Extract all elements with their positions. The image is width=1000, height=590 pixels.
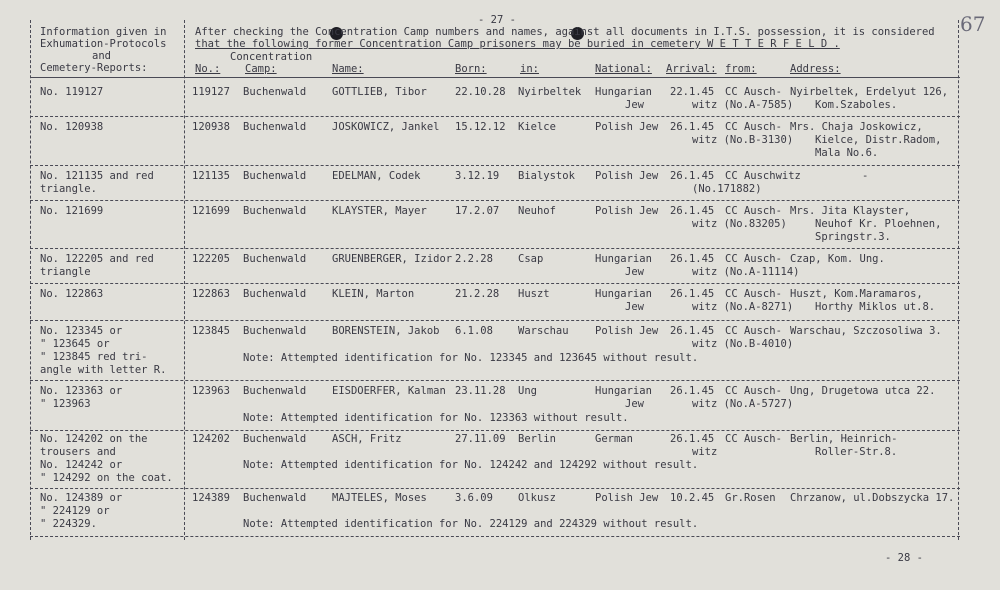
arrival-date: 26.1.45: [670, 170, 715, 182]
from-camp: CC Ausch-: [725, 205, 782, 217]
prisoner-number: 122863: [192, 288, 230, 300]
info-line: angle with letter R.: [40, 364, 167, 376]
info-line: " 224129 or: [40, 505, 110, 517]
birth-date: 15.12.12: [455, 121, 506, 133]
arrival-date: 22.1.45: [670, 86, 715, 98]
row-separator: [30, 430, 960, 431]
birth-place: Ung: [518, 385, 537, 397]
arrival-date: 26.1.45: [670, 121, 715, 133]
row-separator: [30, 248, 960, 249]
prisoner-name: JOSKOWICZ, Jankel: [332, 121, 440, 133]
column-divider: [184, 20, 185, 540]
address-line: Springstr.3.: [815, 231, 891, 243]
arrival-date: 26.1.45: [670, 325, 715, 337]
attempt-note: Note: Attempted identification for No. 123363 without result.: [243, 412, 629, 424]
nationality: Jew: [625, 398, 644, 410]
column-divider: [30, 20, 31, 540]
camp-name: Buchenwald: [243, 433, 307, 445]
nationality: Hungarian: [595, 253, 652, 265]
col-header-camp: Camp:: [245, 63, 277, 75]
row-separator: [30, 116, 960, 117]
arrival-date: 26.1.45: [670, 253, 715, 265]
prisoner-number: 124202: [192, 433, 230, 445]
col-header-no: No.:: [195, 63, 221, 75]
info-line: trousers and: [40, 446, 116, 458]
nationality: Hungarian: [595, 86, 652, 98]
nationality: Jew: [625, 301, 644, 313]
arrival-date: 26.1.45: [670, 205, 715, 217]
nationality: Polish Jew: [595, 121, 659, 133]
from-camp: witz (No.83205): [692, 218, 787, 230]
from-camp: CC Ausch-: [725, 325, 782, 337]
from-camp: CC Ausch-: [725, 86, 782, 98]
prisoner-name: ASCH, Fritz: [332, 433, 402, 445]
prisoner-number: 119127: [192, 86, 230, 98]
address-line: Mrs. Jita Klayster,: [790, 205, 911, 217]
birth-place: Berlin: [518, 433, 556, 445]
info-line: " 224329.: [40, 518, 97, 530]
prisoner-name: MAJTELES, Moses: [332, 492, 427, 504]
header-left-line: Exhumation-Protocols: [40, 38, 167, 50]
nationality: German: [595, 433, 633, 445]
col-header-address: Address:: [790, 63, 841, 75]
prisoner-number: 124389: [192, 492, 230, 504]
row-separator: [30, 380, 960, 381]
address-line: Kom.Szaboles.: [815, 99, 898, 111]
camp-name: Buchenwald: [243, 288, 307, 300]
address-line: -: [862, 170, 869, 182]
birth-date: 6.1.08: [455, 325, 493, 337]
address-line: Czap, Kom. Ung.: [790, 253, 885, 265]
address-line: Neuhof Kr. Ploehnen,: [815, 218, 942, 230]
col-header-name: Name:: [332, 63, 364, 75]
birth-date: 21.2.28: [455, 288, 500, 300]
prisoner-name: GRUENBERGER, Izidor: [332, 253, 453, 265]
address-line: Nyirbeltek, Erdelyut 126,: [790, 86, 949, 98]
attempt-note: Note: Attempted identification for No. 224129 and 224329 without result.: [243, 518, 699, 530]
birth-place: Kielce: [518, 121, 556, 133]
nationality: Polish Jew: [595, 325, 659, 337]
header-intro: After checking the Concentration Camp numbers and names, against all documents in I.T.S. possession, it is considered: [195, 26, 935, 38]
col-header-from: from:: [725, 63, 757, 75]
address-line: Ung, Drugetowa utca 22.: [790, 385, 936, 397]
birth-place: Csap: [518, 253, 544, 265]
birth-place: Olkusz: [518, 492, 556, 504]
info-line: No. 124242 or: [40, 459, 123, 471]
info-line: " 124292 on the coat.: [40, 472, 173, 484]
prisoner-name: EISDOERFER, Kalman: [332, 385, 446, 397]
from-camp: witz (No.A-8271): [692, 301, 794, 313]
birth-place: Nyirbeltek: [518, 86, 582, 98]
header-left-line: Information given in: [40, 26, 167, 38]
row-separator: [30, 320, 960, 321]
birth-date: 3.12.19: [455, 170, 500, 182]
from-camp: CC Ausch-: [725, 288, 782, 300]
arrival-date: 26.1.45: [670, 433, 715, 445]
camp-name: Buchenwald: [243, 170, 307, 182]
from-camp: witz (No.B-4010): [692, 338, 794, 350]
info-line: No. 120938: [40, 121, 104, 133]
prisoner-number: 121135: [192, 170, 230, 182]
row-separator: [30, 165, 960, 166]
header-intro: that the following former Concentration Camp prisoners may be buried in cemetery W E T T E R F E L D .: [195, 38, 840, 50]
info-line: No. 121699: [40, 205, 104, 217]
row-separator: [30, 200, 960, 201]
address-line: Mala No.6.: [815, 147, 879, 159]
nationality: Jew: [625, 99, 644, 111]
birth-place: Huszt: [518, 288, 550, 300]
info-line: triangle.: [40, 183, 97, 195]
birth-date: 17.2.07: [455, 205, 500, 217]
from-camp: (No.171882): [692, 183, 762, 195]
info-line: " 123645 or: [40, 338, 110, 350]
info-line: No. 119127: [40, 86, 104, 98]
prisoner-name: BORENSTEIN, Jakob: [332, 325, 440, 337]
row-separator: [30, 536, 960, 537]
col-header-born: Born:: [455, 63, 487, 75]
col-header-arrival: Arrival:: [666, 63, 717, 75]
row-separator: [30, 488, 960, 489]
address-line: Berlin, Heinrich-: [790, 433, 898, 445]
address-line: Huszt, Kom.Maramaros,: [790, 288, 923, 300]
col-header-in: in:: [520, 63, 539, 75]
prisoner-number: 120938: [192, 121, 230, 133]
address-line: Mrs. Chaja Joskowicz,: [790, 121, 923, 133]
birth-date: 22.10.28: [455, 86, 506, 98]
address-line: Horthy Miklos ut.8.: [815, 301, 936, 313]
address-line: Warschau, Szczosoliwa 3.: [790, 325, 942, 337]
camp-name: Buchenwald: [243, 253, 307, 265]
page-number-bottom: - 28 -: [885, 552, 923, 564]
from-camp: witz (No.A-11114): [692, 266, 800, 278]
info-line: No. 124202 on the: [40, 433, 148, 445]
camp-name: Buchenwald: [243, 121, 307, 133]
birth-date: 23.11.28: [455, 385, 506, 397]
prisoner-number: 123845: [192, 325, 230, 337]
from-camp: CC Auschwitz: [725, 170, 801, 182]
nationality: Jew: [625, 266, 644, 278]
info-line: No. 121135 and red: [40, 170, 154, 182]
attempt-note: Note: Attempted identification for No. 123345 and 123645 without result.: [243, 352, 699, 364]
info-line: No. 123345 or: [40, 325, 123, 337]
nationality: Hungarian: [595, 385, 652, 397]
prisoner-name: GOTTLIEB, Tibor: [332, 86, 427, 98]
nationality: Polish Jew: [595, 170, 659, 182]
from-camp: witz (No.A-5727): [692, 398, 794, 410]
nationality: Polish Jew: [595, 205, 659, 217]
from-camp: Gr.Rosen: [725, 492, 776, 504]
info-line: " 123963: [40, 398, 91, 410]
prisoner-number: 123963: [192, 385, 230, 397]
page-number-corner: 67: [960, 12, 986, 36]
info-line: No. 124389 or: [40, 492, 123, 504]
header-left-line: and: [92, 50, 111, 62]
address-line: Chrzanow, ul.Dobszycka 17.: [790, 492, 955, 504]
prisoner-name: KLEIN, Marton: [332, 288, 415, 300]
arrival-date: 26.1.45: [670, 288, 715, 300]
from-camp: witz (No.A-7585): [692, 99, 794, 111]
birth-place: Bialystok: [518, 170, 575, 182]
col-header-national: National:: [595, 63, 652, 75]
info-line: " 123845 red tri-: [40, 351, 148, 363]
from-camp: witz: [692, 446, 718, 458]
camp-name: Buchenwald: [243, 325, 307, 337]
camp-name: Buchenwald: [243, 492, 307, 504]
info-line: No. 122863: [40, 288, 104, 300]
info-line: No. 122205 and red: [40, 253, 154, 265]
col-header-camp-top: Concentration: [230, 51, 313, 63]
birth-place: Neuhof: [518, 205, 556, 217]
header-left-line: Cemetery-Reports:: [40, 62, 148, 74]
from-camp: witz (No.B-3130): [692, 134, 794, 146]
from-camp: CC Ausch-: [725, 433, 782, 445]
nationality: Polish Jew: [595, 492, 659, 504]
attempt-note: Note: Attempted identification for No. 124242 and 124292 without result.: [243, 459, 699, 471]
from-camp: CC Ausch-: [725, 253, 782, 265]
page-number-top: - 27 -: [478, 14, 516, 26]
info-line: triangle: [40, 266, 91, 278]
arrival-date: 26.1.45: [670, 385, 715, 397]
nationality: Hungarian: [595, 288, 652, 300]
camp-name: Buchenwald: [243, 205, 307, 217]
header-rule: [30, 77, 960, 78]
address-line: Roller-Str.8.: [815, 446, 898, 458]
from-camp: CC Ausch-: [725, 121, 782, 133]
birth-date: 27.11.09: [455, 433, 506, 445]
row-separator: [30, 283, 960, 284]
from-camp: CC Ausch-: [725, 385, 782, 397]
birth-date: 3.6.09: [455, 492, 493, 504]
prisoner-number: 122205: [192, 253, 230, 265]
birth-date: 2.2.28: [455, 253, 493, 265]
column-divider: [958, 20, 959, 540]
arrival-date: 10.2.45: [670, 492, 715, 504]
prisoner-number: 121699: [192, 205, 230, 217]
prisoner-name: EDELMAN, Codek: [332, 170, 421, 182]
camp-name: Buchenwald: [243, 86, 307, 98]
camp-name: Buchenwald: [243, 385, 307, 397]
address-line: Kielce, Distr.Radom,: [815, 134, 942, 146]
prisoner-name: KLAYSTER, Mayer: [332, 205, 427, 217]
info-line: No. 123363 or: [40, 385, 123, 397]
birth-place: Warschau: [518, 325, 569, 337]
